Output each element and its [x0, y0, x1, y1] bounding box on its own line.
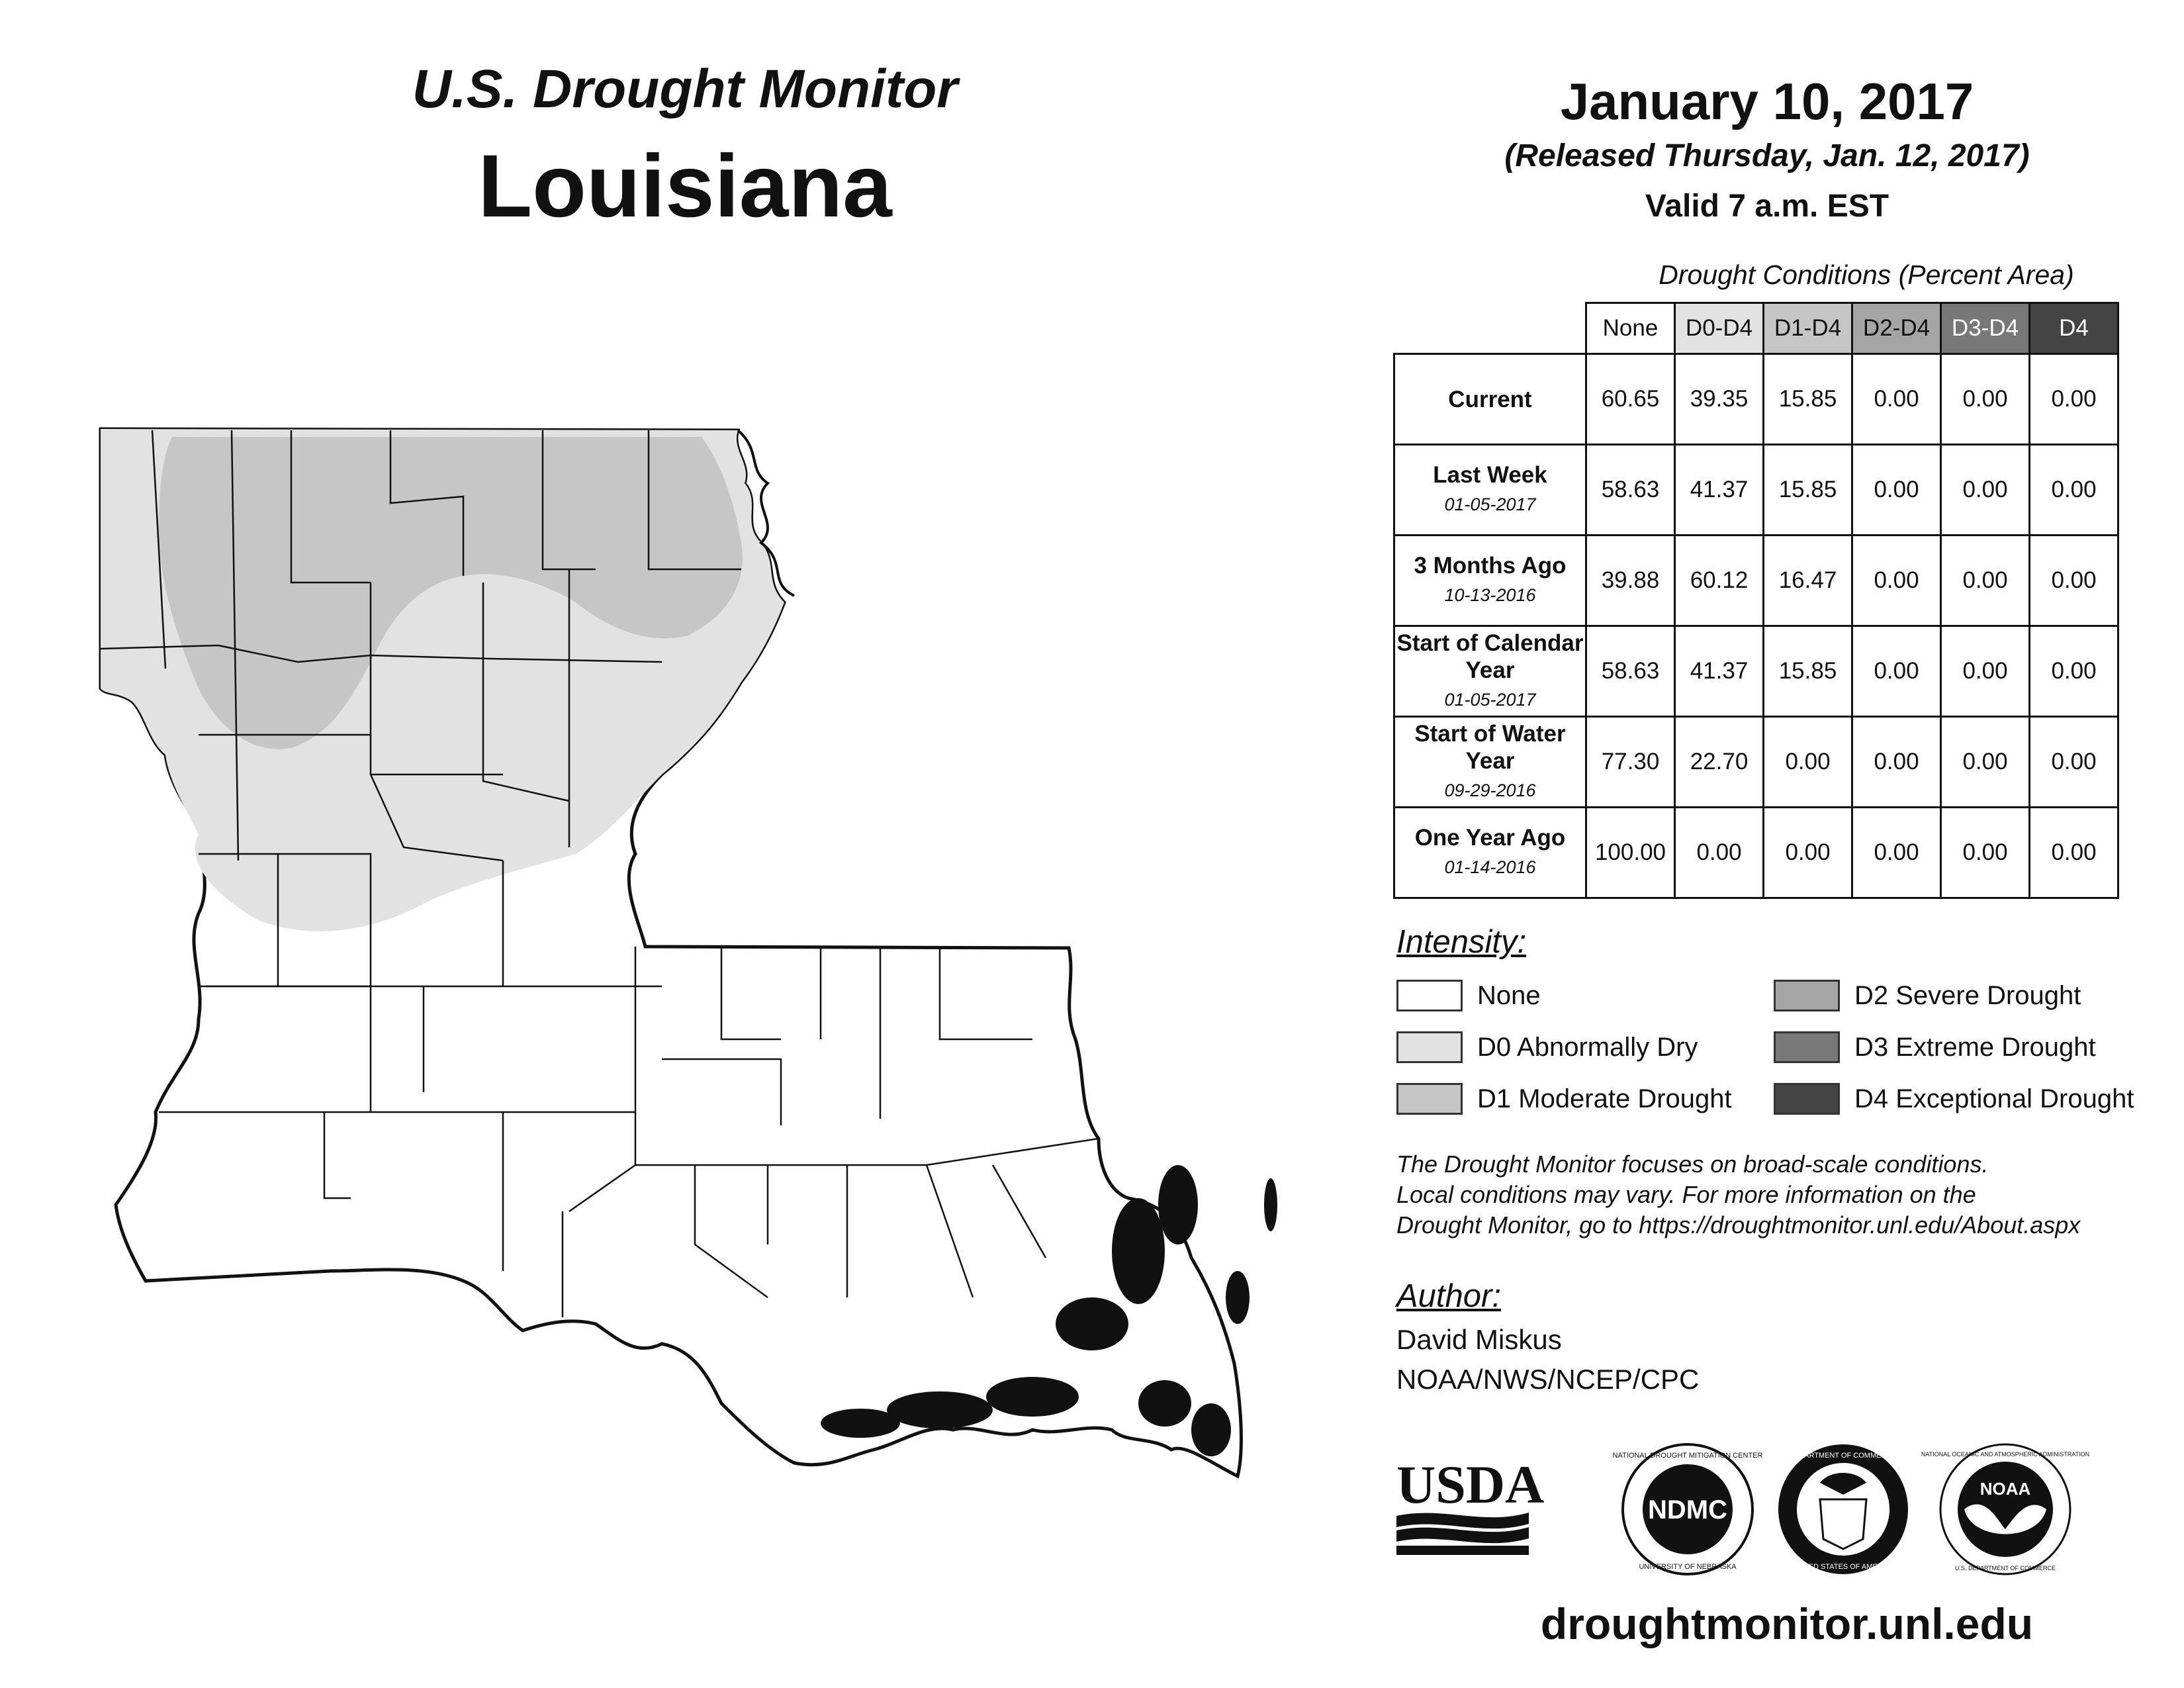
legend-title: Intensity: — [1396, 924, 1527, 960]
table-row — [1394, 354, 2118, 445]
noaa-ring-bottom: U.S. DEPARTMENT OF COMMERCE — [1954, 1565, 2056, 1571]
table-row — [1394, 717, 2118, 808]
noaa-logo-text: NOAA — [1979, 1479, 2031, 1499]
table-cell: 15.85 — [1764, 626, 1852, 717]
table-cell: 0.00 — [2030, 626, 2118, 717]
row-label: Start of Calendar Year — [1396, 630, 1584, 683]
legend-label: D1 Moderate Drought — [1477, 1084, 1732, 1113]
map-subtitle: U.S. Drought Monitor — [412, 59, 958, 119]
ndmc-logo-text: NDMC — [1648, 1495, 1727, 1524]
table-cell: 0.00 — [1941, 808, 2030, 898]
table-cell: 58.63 — [1586, 626, 1675, 717]
legend-label: D0 Abnormally Dry — [1477, 1032, 1698, 1062]
row-date: 01-05-2017 — [1444, 494, 1536, 514]
table-cell: 0.00 — [1852, 717, 1941, 808]
table-row — [1394, 808, 2118, 898]
col-d4: D4 — [2030, 303, 2118, 354]
commerce-ring-bottom: UNITED STATES OF AMERICA — [1791, 1563, 1895, 1571]
row-label: One Year Ago — [1414, 825, 1566, 851]
table-cell: 0.00 — [2030, 445, 2118, 536]
table-row — [1394, 445, 2118, 536]
table-cell: 0.00 — [2030, 717, 2118, 808]
table-cell: 60.12 — [1675, 536, 1764, 626]
table-cell: 0.00 — [1941, 445, 2030, 536]
author-title: Author: — [1396, 1278, 1501, 1314]
noaa-ring-top: NATIONAL OCEANIC AND ATMOSPHERIC ADMINISTRATION — [1921, 1451, 2090, 1458]
table-row — [1394, 536, 2118, 626]
legend-item-d1 — [1396, 1079, 1732, 1119]
legend-item-d2 — [1774, 976, 2081, 1015]
valid-time: Valid 7 a.m. EST — [1645, 189, 1889, 224]
row-date: 01-05-2017 — [1444, 689, 1536, 710]
table-cell: 0.00 — [2030, 536, 2118, 626]
table-cell: 0.00 — [1852, 626, 1941, 717]
table-cell: 0.00 — [1852, 808, 1941, 898]
disclaimer-note — [1396, 1149, 2164, 1241]
table-cell: 15.85 — [1764, 445, 1852, 536]
legend-label: D4 Exceptional Drought — [1854, 1084, 2134, 1113]
usda-logo — [1396, 1454, 1544, 1555]
table-cell: 60.65 — [1586, 354, 1675, 445]
col-d3-d4: D3-D4 — [1941, 303, 2030, 354]
ndmc-ring-top: NATIONAL DROUGHT MITIGATION CENTER — [1612, 1452, 1763, 1460]
table-cell: 0.00 — [1764, 808, 1852, 898]
col-d1-d4: D1-D4 — [1764, 303, 1852, 354]
table-cell: 0.00 — [1852, 354, 1941, 445]
website-url: droughtmonitor.unl.edu — [1540, 1599, 2034, 1648]
table-cell: 0.00 — [1675, 808, 1764, 898]
legend-label: D2 Severe Drought — [1854, 980, 2081, 1010]
table-cell: 39.35 — [1675, 354, 1764, 445]
table-cell: 22.70 — [1675, 717, 1764, 808]
table-cell: 39.88 — [1586, 536, 1675, 626]
map-title: Louisiana — [478, 137, 892, 236]
legend-item-d0 — [1396, 1027, 1698, 1067]
agency-logos — [1390, 1443, 2184, 1595]
col-none: None — [1586, 303, 1675, 354]
legend-swatch — [1396, 980, 1463, 1011]
author-org: NOAA/NWS/NCEP/CPC — [1396, 1364, 1700, 1395]
row-date: 10-13-2016 — [1444, 585, 1536, 605]
table-cell: 16.47 — [1764, 536, 1852, 626]
row-date: 01-14-2016 — [1444, 857, 1536, 877]
legend-swatch — [1396, 1031, 1463, 1063]
noaa-logo — [1921, 1444, 2089, 1574]
note-line: Drought Monitor, go to https://droughtmonitor.unl.edu/About.aspx — [1396, 1211, 2081, 1239]
release-date: (Released Thursday, Jan. 12, 2017) — [1504, 138, 2030, 173]
table-caption: Drought Conditions (Percent Area) — [1659, 259, 2074, 290]
table-cell: 0.00 — [1941, 626, 2030, 717]
legend-swatch — [1396, 1083, 1463, 1115]
col-d0-d4: D0-D4 — [1675, 303, 1764, 354]
table-cell: 0.00 — [2030, 354, 2118, 445]
legend-item-d3 — [1774, 1027, 2096, 1067]
table-row — [1394, 626, 2118, 717]
legend-item-none — [1396, 976, 1541, 1015]
table-cell: 100.00 — [1586, 808, 1675, 898]
commerce-seal — [1778, 1444, 1908, 1574]
author-name: David Miskus — [1396, 1324, 1562, 1355]
legend-label: D3 Extreme Drought — [1854, 1032, 2096, 1062]
table-cell: 77.30 — [1586, 717, 1675, 808]
legend-swatch — [1774, 1031, 1840, 1063]
table-cell: 41.37 — [1675, 445, 1764, 536]
legend-swatch — [1774, 980, 1840, 1011]
table-cell: 0.00 — [1941, 717, 2030, 808]
table-cell: 0.00 — [1941, 536, 2030, 626]
drought-conditions-table — [1393, 302, 2119, 899]
table-cell: 0.00 — [1852, 445, 1941, 536]
table-cell: 0.00 — [1764, 717, 1852, 808]
table-cell: 0.00 — [1941, 354, 2030, 445]
row-label: Start of Water Year — [1414, 720, 1566, 774]
row-label: 3 Months Ago — [1414, 553, 1567, 579]
legend-swatch — [1774, 1083, 1840, 1115]
row-label: Last Week — [1433, 462, 1547, 488]
table-cell: 0.00 — [1852, 536, 1941, 626]
table-cell: 41.37 — [1675, 626, 1764, 717]
row-label: Current — [1448, 386, 1532, 412]
legend-label: None — [1477, 980, 1541, 1010]
row-date: 09-29-2016 — [1444, 780, 1536, 800]
commerce-ring-top: DEPARTMENT OF COMMERCE — [1790, 1452, 1897, 1460]
legend-item-d4 — [1774, 1079, 2134, 1119]
table-cell: 0.00 — [2030, 808, 2118, 898]
table-header-row — [1394, 303, 2118, 354]
table-cell: 58.63 — [1586, 445, 1675, 536]
note-line: Local conditions may vary. For more information on the — [1396, 1181, 1976, 1208]
note-line: The Drought Monitor focuses on broad-scale conditions. — [1396, 1150, 1989, 1178]
usda-logo-text: USDA — [1396, 1454, 1545, 1515]
table-cell: 15.85 — [1764, 354, 1852, 445]
map-date: January 10, 2017 — [1560, 72, 1974, 130]
col-d2-d4: D2-D4 — [1852, 303, 1941, 354]
ndmc-logo — [1613, 1444, 1763, 1574]
ndmc-ring-bottom: UNIVERSITY OF NEBRASKA — [1639, 1563, 1737, 1571]
